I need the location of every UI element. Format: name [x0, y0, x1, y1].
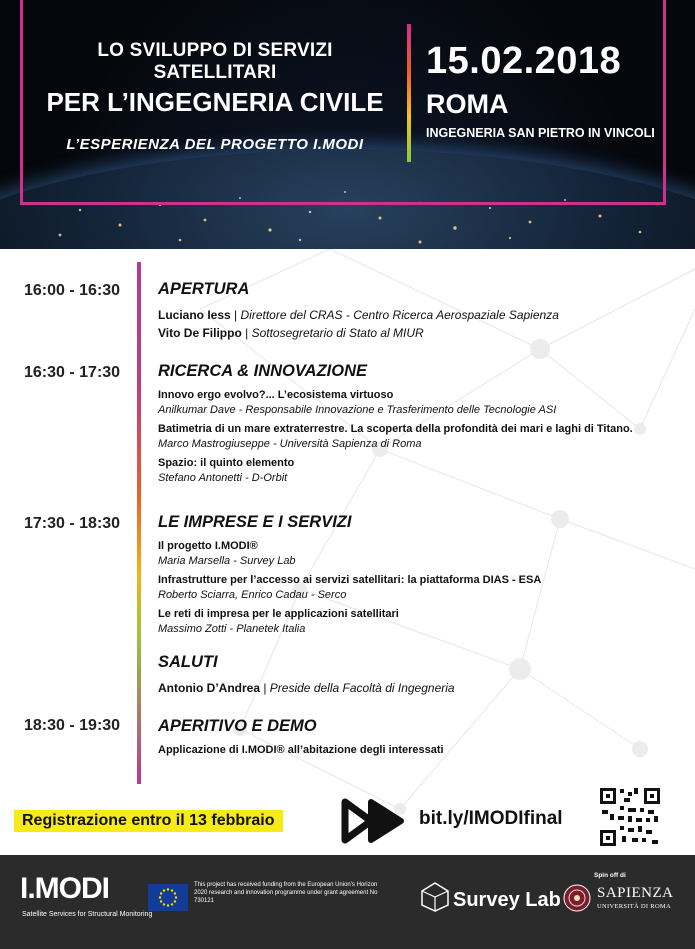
event-title [40, 40, 390, 153]
talk-title: Spazio: il quinto elemento [158, 457, 295, 469]
event-details [426, 40, 655, 140]
section-apertura [158, 280, 678, 342]
section-title: APERITIVO E DEMO [158, 717, 317, 735]
section-imprese [158, 513, 678, 641]
talk-speaker: Anilkumar Dave - Responsabile Innovazione e Trasferimento delle Tecnologie ASI [158, 404, 557, 416]
spin-off-label: Spin off di [594, 872, 626, 879]
surveylab-logo: Survey Lab [453, 889, 561, 911]
play-forward-icon [341, 798, 409, 844]
surveylab-icon [420, 881, 450, 913]
event-date: 15.02.2018 [426, 40, 622, 82]
eu-flag-icon [148, 884, 188, 911]
talk-speaker: Roberto Sciarra, Enrico Cadau - Serco [158, 589, 347, 601]
imodi-logo: I.MODI [20, 872, 109, 905]
sapienza-subtitle: UNIVERSITÀ DI ROMA [597, 903, 672, 910]
talk-title: Infrastrutture per l’accesso ai servizi satellitari: la piattaforma DIAS - ESA [158, 574, 542, 586]
talk-title: Il progetto I.MODI® [158, 540, 258, 552]
section-title: SALUTI [158, 653, 218, 671]
speaker-row: Antonio D’Andrea | Preside della Facoltà di Ingegneria [158, 681, 455, 695]
talk-title: Innovo ergo evolvo?... L’ecosistema virtuoso [158, 389, 394, 401]
section-title: LE IMPRESE E I SERVIZI [158, 513, 352, 531]
event-venue: INGEGNERIA SAN PIETRO IN VINCOLI [426, 126, 655, 140]
time-slot-aperitivo: 18:30 - 19:30 [24, 717, 121, 734]
section-aperitivo [158, 717, 678, 758]
time-slot-apertura: 16:00 - 16:30 [24, 282, 121, 299]
time-slot-imprese: 17:30 - 18:30 [24, 515, 121, 532]
section-ricerca [158, 362, 678, 490]
talk-title: Batimetria di un mare extraterrestre. La scoperta della profondità dei mari e laghi di Titano. [158, 423, 633, 435]
registration-link[interactable]: bit.ly/IMODIfinal [419, 808, 563, 829]
subtitle: L’ESPERIENZA DEL PROGETTO I.MODI [66, 136, 364, 153]
talk-speaker: Massimo Zotti - Planetek Italia [158, 623, 306, 635]
event-city: ROMA [426, 89, 509, 119]
registration-banner: Registrazione entro il 13 febbraio [14, 810, 283, 832]
section-title: APERTURA [158, 280, 250, 298]
imodi-tagline: Satellite Services for Structural Monitoring [22, 911, 153, 918]
talk-speaker: Marco Mastrogiuseppe - Università Sapienza di Roma [158, 438, 422, 450]
talk-title: Le reti di impresa per le applicazioni satellitari [158, 608, 399, 620]
speaker-row: Vito De Filippo | Sottosegretario di Stato al MIUR [158, 326, 424, 340]
sapienza-seal-icon [562, 883, 592, 913]
header-banner [0, 0, 695, 249]
title-line1: LO SVILUPPO DI SERVIZI SATELLITARI [97, 40, 333, 83]
speaker-row: Luciano Iess | Direttore del CRAS - Centro Ricerca Aerospaziale Sapienza [158, 308, 559, 322]
timeline-bar [137, 262, 141, 784]
qr-code-icon[interactable] [598, 786, 662, 848]
talk-speaker: Stefano Antonetti - D-Orbit [158, 472, 288, 484]
sapienza-logo: SAPIENZA [597, 885, 674, 901]
title-line2: PER L’INGEGNERIA CIVILE [46, 87, 384, 117]
time-slot-ricerca: 16:30 - 17:30 [24, 364, 121, 381]
header-divider [407, 24, 411, 162]
talk-speaker: Maria Marsella - Survey Lab [158, 555, 296, 567]
eu-funding-text: This project has received funding from the European Union's Horizon 2020 research and innovation programme under grant agreement No 730121 [194, 882, 378, 904]
section-saluti [158, 653, 678, 697]
section-title: RICERCA & INNOVAZIONE [158, 362, 368, 380]
talk-title: Applicazione di I.MODI® all’abitazione degli interessati [158, 744, 444, 756]
